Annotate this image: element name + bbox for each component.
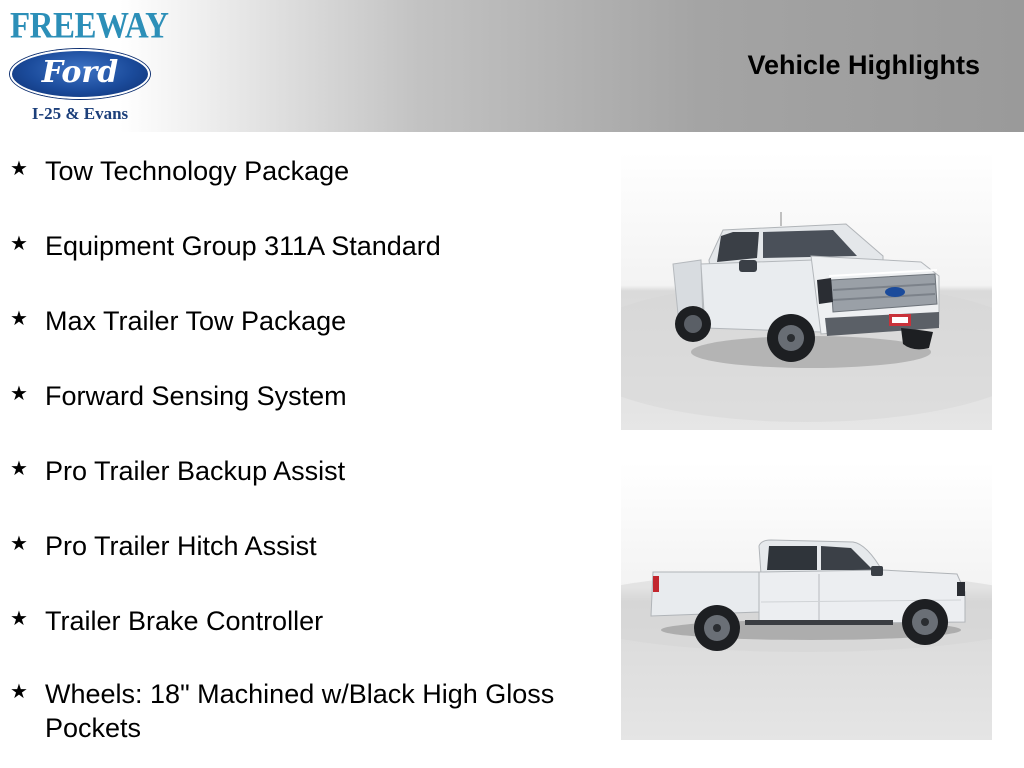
feature-text: Equipment Group 311A Standard: [45, 231, 441, 261]
feature-text: Forward Sensing System: [45, 381, 347, 411]
feature-text: Max Trailer Tow Package: [45, 306, 347, 336]
logo-location-text: I-25 & Evans: [31, 104, 129, 123]
feature-text: Pro Trailer Backup Assist: [45, 456, 346, 486]
feature-text: Trailer Brake Controller: [45, 606, 324, 636]
ford-oval-logo: Ford: [10, 49, 150, 99]
star-icon: ★: [10, 458, 28, 480]
logo-brand-text: FREEWAY: [10, 6, 169, 47]
truck-front-three-quarter-photo[interactable]: [621, 152, 992, 430]
star-icon: ★: [10, 308, 28, 330]
star-icon: ★: [10, 383, 28, 405]
feature-text: Pro Trailer Hitch Assist: [45, 531, 317, 561]
star-icon: ★: [10, 681, 28, 703]
star-icon: ★: [10, 233, 28, 255]
star-icon: ★: [10, 608, 28, 630]
star-icon: ★: [10, 158, 28, 180]
feature-text: Tow Technology Package: [45, 156, 350, 186]
page-title: Vehicle Highlights: [747, 50, 980, 80]
feature-text: Wheels: 18" Machined w/Black High Gloss Pockets: [45, 679, 555, 743]
star-icon: ★: [10, 533, 28, 555]
truck-side-profile-photo[interactable]: [621, 462, 992, 740]
